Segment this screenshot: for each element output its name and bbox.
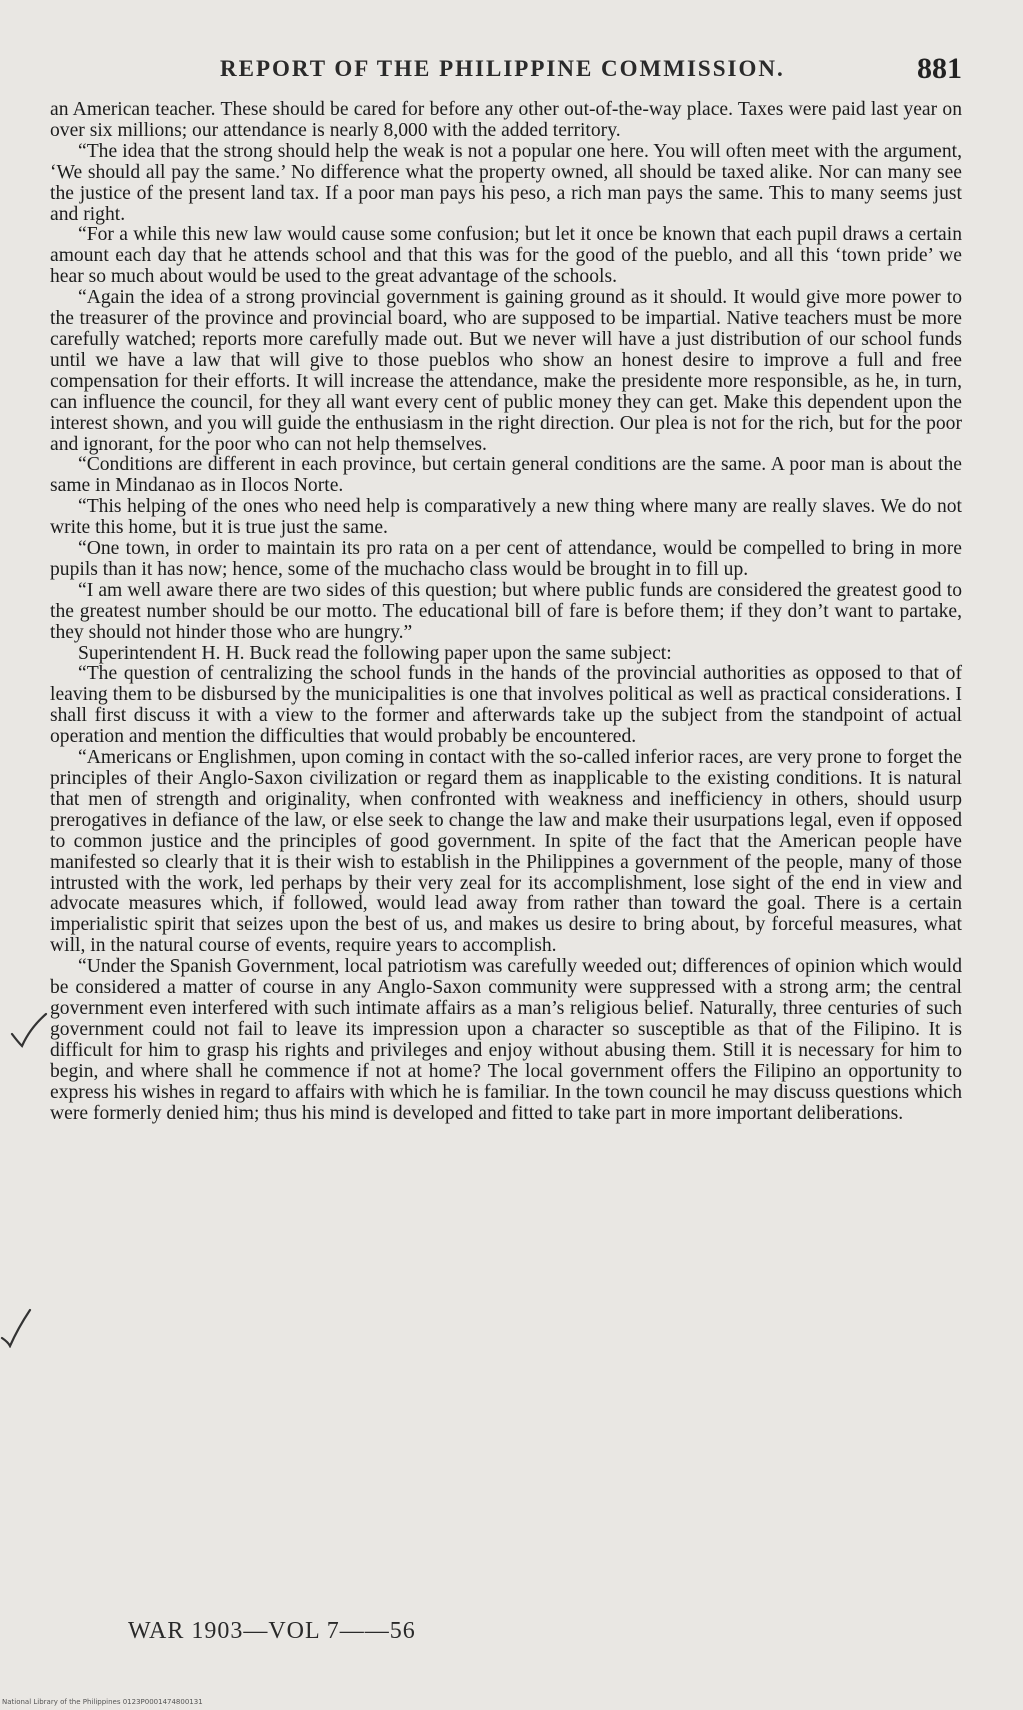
signature-line: WAR 1903—VOL 7——56: [128, 1618, 416, 1644]
paragraph: Superintendent H. H. Buck read the following paper upon the same subject:: [78, 642, 672, 664]
archive-stamp: National Library of the Philippines 0123P0001474800131: [2, 1698, 203, 1706]
paragraph: an American teacher. These should be cared for before any other out-of-the-way place. Taxes were paid last year on over six millions; our attendance is nearly 8,000 with the added territory.: [50, 99, 962, 141]
paragraph: “The idea that the strong should help the weak is not a popular one here. You will often meet with the argument, ‘We should all pay the same.’ No difference what the property owned, all should be taxed alike. Nor can many see the justice of the present land tax. If a poor man pays his peso, a rich man pays the same. This to many seems just and right.: [50, 140, 962, 225]
paragraph: “For a while this new law would cause some confusion; but let it once be known that each pupil draws a certain amount each day that he attends school and that this was for the good of the pueblo, and all this ‘town pride’ we hear so much about would be used to the great advantage of the schools.: [50, 224, 962, 288]
pencil-check-icon: [8, 1012, 48, 1052]
paragraph: “This helping of the ones who need help is comparatively a new thing where many are really slaves. We do not write this home, but it is true just the same.: [50, 496, 962, 539]
running-head: REPORT OF THE PHILIPPINE COMMISSION.: [220, 56, 785, 81]
paragraph: “Again the idea of a strong provincial government is gaining ground as it should. It would give more power to the treasurer of the province and provincial board, who are supposed to be impartial. Native teachers must be more carefully watched; reports more carefully made out. But we never will have a just distribution of our school funds until we have a law that will give to those pueblos who show an honest desire to improve a full and free compensation for their efforts. It will increase the attendance, make the presidente more responsible, as he, in turn, can influence the council, for they all want every cent of public money they can get. Make this dependent upon the interest shown, and you will guide the enthusiasm in the right direction. Our plea is not for the rich, but for the poor and ignorant, for the poor who can not help themselves.: [50, 287, 962, 455]
paragraph: “Conditions are different in each province, but certain general conditions are the same. A poor man is about the same in Mindanao as in Ilocos Norte.: [50, 454, 962, 497]
page-header: [50, 52, 962, 92]
paragraph: “The question of centralizing the school funds in the hands of the provincial authorities as opposed to that of leaving them to be disbursed by the municipalities is one that involves political as well as practical considerations. I shall first discuss it with a view to the former and afterwards take up the subject from the standpoint of actual operation and mention the difficulties that would probably be encountered.: [50, 663, 962, 748]
paragraph: “Americans or Englishmen, upon coming in contact with the so-called inferior races, are very prone to forget the principles of their Anglo-Saxon civilization or regard them as inapplicable to the existing conditions. It is natural that men of strength and originality, when confronted with weakness and inefficiency in others, should usurp prerogatives in defiance of the law, or else seek to change the law and make their usurpations legal, even if opposed to common justice and the principles of good government. In spite of the fact that the American people have manifested so clearly that it is their wish to establish in the Philippines a government of the people, many of those intrusted with the work, led perhaps by their very zeal for its accomplishment, lose sight of the end in view and advocate measures which, if followed, would lead away from rather than toward the goal. There is a certain imperialistic spirit that seizes upon the best of us, and makes us desire to bring about, by forceful measures, what will, in the natural course of events, require years to accomplish.: [50, 747, 962, 957]
paragraph: “I am well aware there are two sides of this question; but where public funds are considered the greatest good to the greatest number should be our motto. The educational bill of fare is before them; if they don’t want to partake, they should not hinder those who are hungry.”: [50, 579, 962, 643]
paragraph: “Under the Spanish Government, local patriotism was carefully weeded out; differences of opinion which would be considered a matter of course in any Anglo-Saxon community were suppressed with a strong arm; the central government even interfered with such intimate affairs as a man’s religious belief. Naturally, three centuries of such government could not fail to leave its impression upon a character so susceptible as that of the Filipino. It is difficult for him to grasp his rights and privileges and enjoy without abusing them. Still it is necessary for him to begin, and where shall he commence if not at home? The local government offers the Filipino an opportunity to express his wishes in regard to affairs with which he is familiar. In the town council he may discuss questions which were formerly denied him; thus his mind is developed and fitted to take part in more important deliberations.: [50, 956, 962, 1124]
paragraph: “One town, in order to maintain its pro rata on a per cent of attendance, would be compelled to bring in more pupils than it has now; hence, some of the muchacho class would be brought in to fill up.: [50, 538, 962, 580]
pencil-check-icon: [0, 1308, 40, 1348]
body-text: [50, 100, 962, 1124]
page-number: 881: [917, 52, 962, 85]
